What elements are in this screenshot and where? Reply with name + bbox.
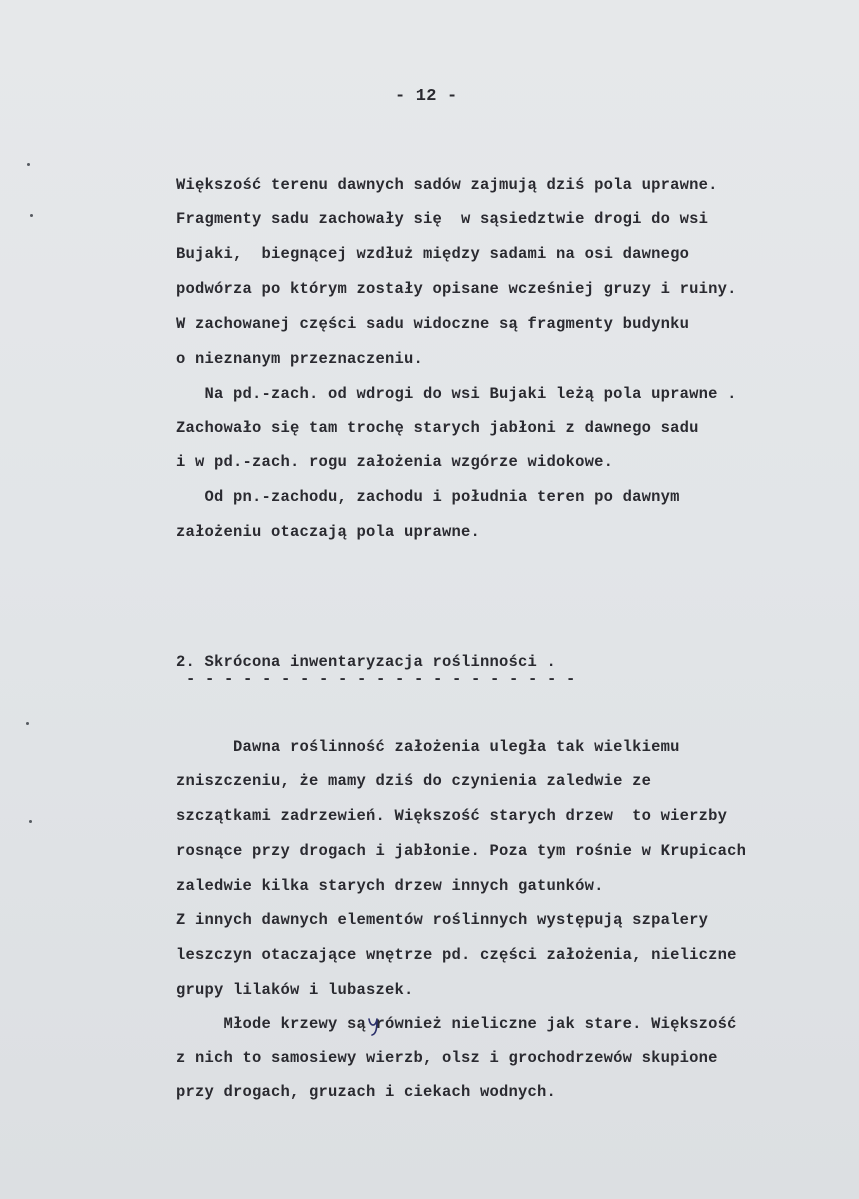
text-line: podwórza po którym zostały opisane wcześniej gruzy i ruiny. <box>176 280 737 298</box>
text-line: szczątkami zadrzewień. Większość starych drzew to wierzby <box>176 807 728 825</box>
text-line: grupy lilaków i lubaszek. <box>176 981 414 999</box>
text-line: zaledwie kilka starych drzew innych gatunków. <box>176 877 604 895</box>
section-heading: 2. Skrócona inwentaryzacja roślinności . <box>176 653 557 671</box>
handwritten-correction-mark <box>366 1015 380 1037</box>
binder-dot <box>27 163 30 166</box>
binder-dot <box>30 214 33 217</box>
text-line: Dawna roślinność założenia uległa tak wielkiemu <box>176 738 680 756</box>
text-line: Fragmenty sadu zachowały się w sąsiedztwie drogi do wsi <box>176 210 709 228</box>
text-line: Z innych dawnych elementów roślinnych występują szpalery <box>176 911 709 929</box>
binder-dot <box>29 820 32 823</box>
section-heading-underline: - - - - - - - - - - - - - - - - - - - - - <box>186 670 576 688</box>
text-line: Młode krzewy są również nieliczne jak stare. Większość <box>176 1015 737 1033</box>
text-line: W zachowanej części sadu widoczne są fragmenty budynku <box>176 315 690 333</box>
text-line: Na pd.-zach. od wdrogi do wsi Bujaki leżą pola uprawne . <box>176 385 737 403</box>
text-line: o nieznanym przeznaczeniu. <box>176 350 424 368</box>
text-line: Zachowało się tam trochę starych jabłoni z dawnego sadu <box>176 419 699 437</box>
text-line: leszczyn otaczające wnętrze pd. części założenia, nieliczne <box>176 946 737 964</box>
binder-dot <box>26 722 29 725</box>
page-number: - 12 - <box>395 87 458 106</box>
text-line: Bujaki, biegnącej wzdłuż między sadami na osi dawnego <box>176 245 690 263</box>
text-line: założeniu otaczają pola uprawne. <box>176 523 481 541</box>
text-line: przy drogach, gruzach i ciekach wodnych. <box>176 1083 557 1101</box>
text-line: z nich to samosiewy wierzb, olsz i grochodrzewów skupione <box>176 1049 718 1067</box>
text-line: Większość terenu dawnych sadów zajmują dziś pola uprawne. <box>176 176 718 194</box>
text-line: rosnące przy drogach i jabłonie. Poza tym rośnie w Krupicach <box>176 842 747 860</box>
text-line: i w pd.-zach. rogu założenia wzgórze widokowe. <box>176 453 614 471</box>
text-line: zniszczeniu, że mamy dziś do czynienia zaledwie ze <box>176 772 652 790</box>
text-line: Od pn.-zachodu, zachodu i południa teren po dawnym <box>176 488 680 506</box>
